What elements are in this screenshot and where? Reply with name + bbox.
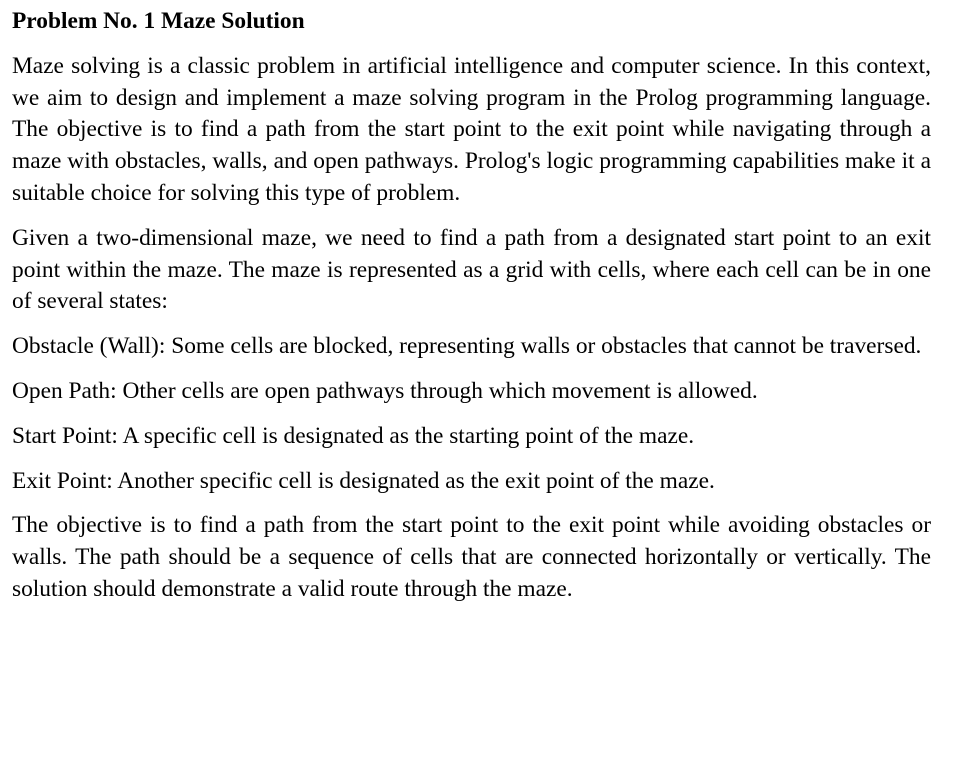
objective-paragraph: The objective is to find a path from the start point to the exit point while avoiding obstacles or walls. The path should be a sequence of cells that are connected horizontally or vertically. The solution should demonstrate a valid route through the maze. (12, 512, 931, 602)
start-point-state-paragraph: Start Point: A specific cell is designated as the starting point of the maze. (12, 422, 695, 449)
problem-statement-paragraph: Given a two-dimensional maze, we need to find a path from a designated start point to an exit point within the maze. The maze is represented as a grid with cells, where each cell can be in one of several states: (12, 224, 931, 315)
intro-paragraph: Maze solving is a classic problem in artificial intelligence and computer science. In this context, we aim to design and implement a maze solving program in the Prolog programming language. The objective is to find a path from the start point to the exit point while navigating through a maze with obstacles, walls, and open pathways. Prolog's logic programming capabilities make it a suitable choice for solving this type of problem. (12, 52, 931, 206)
open-path-state-paragraph: Open Path: Other cells are open pathways through which movement is allowed. (12, 377, 758, 404)
exit-point-state-paragraph: Exit Point: Another specific cell is designated as the exit point of the maze. (12, 467, 715, 494)
document-title: Problem No. 1 Maze Solution (12, 8, 305, 34)
obstacle-state-paragraph: Obstacle (Wall): Some cells are blocked, representing walls or obstacles that cannot be traversed. (12, 333, 922, 360)
